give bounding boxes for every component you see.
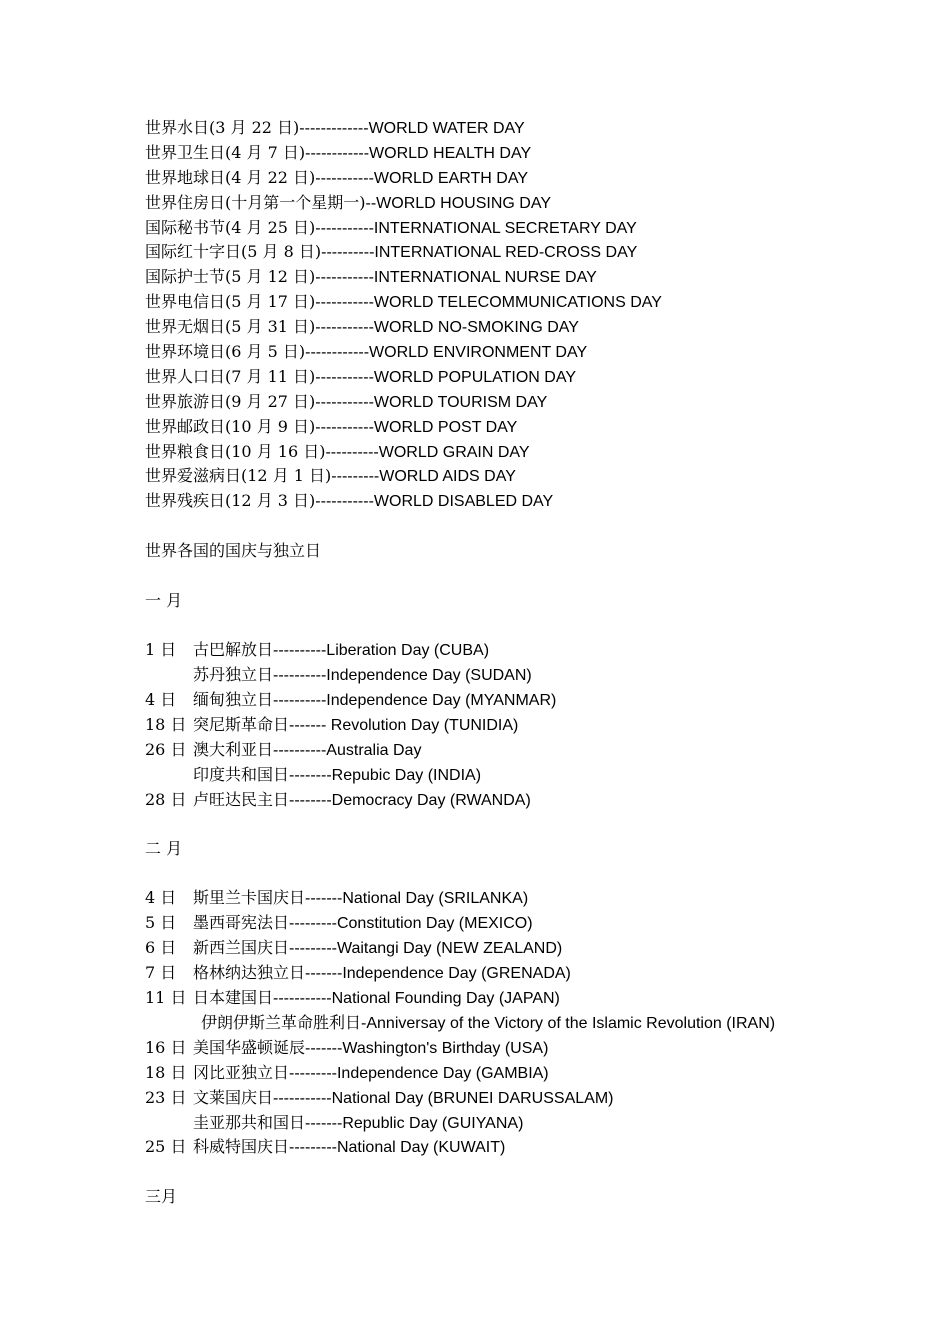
list-item: 世界邮政日(10 月 9 日)-----------WORLD POST DAY	[145, 416, 518, 436]
month-heading-march: 三月	[145, 1187, 178, 1207]
month-heading-january: 一 月	[145, 591, 183, 611]
spacer	[145, 862, 935, 886]
list-item: 5 日 墨西哥宪法日---------Constitution Day (MEXICO)	[145, 913, 533, 933]
list-item: 印度共和国日--------Repubic Day (INDIA)	[193, 764, 482, 784]
list-item: 7 日 格林纳达独立日-------Independence Day (GRENADA)	[145, 963, 571, 983]
list-item: 苏丹独立日----------Independence Day (SUDAN)	[193, 665, 532, 685]
list-item: 1 日 古巴解放日----------Liberation Day (CUBA)	[145, 640, 490, 660]
list-item: 世界水日(3 月 22 日)-------------WORLD WATER DAY	[145, 118, 525, 137]
list-item: 圭亚那共和国日-------Republic Day (GUIYANA)	[193, 1112, 524, 1132]
document-page	[145, 116, 935, 1210]
list-item: 16 日 美国华盛顿诞辰-------Washington's Birthday (USA)	[145, 1037, 549, 1057]
list-item: 世界人口日(7 月 11 日)-----------WORLD POPULATION DAY	[145, 366, 577, 386]
february-list	[145, 886, 935, 1160]
spacer	[145, 514, 935, 538]
list-item: 世界卫生日(4 月 7 日)------------WORLD HEALTH DAY	[145, 142, 532, 162]
list-item: 18 日 冈比亚独立日---------Independence Day (GAMBIA)	[145, 1062, 549, 1082]
list-item: 18 日 突尼斯革命日------- Revolution Day (TUNIDIA)	[145, 714, 519, 734]
list-item: 世界爱滋病日(12 月 1 日)---------WORLD AIDS DAY	[145, 466, 516, 486]
list-item: 世界环境日(6 月 5 日)------------WORLD ENVIRONMENT DAY	[145, 342, 588, 362]
list-item: 国际护士节(5 月 12 日)-----------INTERNATIONAL NURSE DAY	[145, 267, 597, 287]
list-item: 28 日 卢旺达民主日--------Democracy Day (RWANDA)	[145, 789, 531, 809]
list-item: 伊朗伊斯兰革命胜利日-Anniversay of the Victory of the Islamic Revolution (IRAN)	[201, 1012, 776, 1032]
list-item: 国际红十字日(5 月 8 日)----------INTERNATIONAL RED-CROSS DAY	[145, 242, 638, 262]
list-item: 6 日 新西兰国庆日---------Waitangi Day (NEW ZEALAND)	[145, 938, 563, 958]
list-item: 4 日 缅甸独立日----------Independence Day (MYANMAR)	[145, 690, 557, 710]
list-item: 25 日 科威特国庆日---------National Day (KUWAIT)	[145, 1137, 506, 1157]
month-heading-february: 二 月	[145, 839, 183, 859]
list-item: 26 日 澳大利亚日----------Australia Day	[145, 739, 422, 759]
list-item: 世界住房日(十月第一个星期一)--WORLD HOUSING DAY	[145, 192, 551, 212]
spacer	[145, 812, 935, 836]
list-item: 世界无烟日(5 月 31 日)-----------WORLD NO-SMOKING DAY	[145, 317, 579, 337]
world-days-list	[145, 116, 935, 514]
list-item: 世界地球日(4 月 22 日)-----------WORLD EARTH DAY	[145, 167, 528, 187]
list-item: 国际秘书节(4 月 25 日)-----------INTERNATIONAL SECRETARY DAY	[145, 217, 637, 237]
january-list	[145, 638, 935, 812]
section-heading: 世界各国的国庆与独立日	[145, 541, 322, 561]
list-item: 11 日 日本建国日-----------National Founding Day (JAPAN)	[145, 988, 560, 1008]
list-item: 世界残疾日(12 月 3 日)-----------WORLD DISABLED DAY	[145, 491, 554, 511]
list-item: 世界粮食日(10 月 16 日)----------WORLD GRAIN DAY	[145, 441, 530, 461]
list-item: 世界电信日(5 月 17 日)-----------WORLD TELECOMMUNICATIONS DAY	[145, 292, 662, 312]
spacer	[145, 614, 935, 638]
list-item: 4 日 斯里兰卡国庆日-------National Day (SRILANKA)	[145, 888, 529, 908]
spacer	[145, 564, 935, 588]
list-item: 23 日 文莱国庆日-----------National Day (BRUNEI DARUSSALAM)	[145, 1087, 614, 1107]
spacer	[145, 1160, 935, 1184]
list-item: 世界旅游日(9 月 27 日)-----------WORLD TOURISM DAY	[145, 391, 548, 411]
